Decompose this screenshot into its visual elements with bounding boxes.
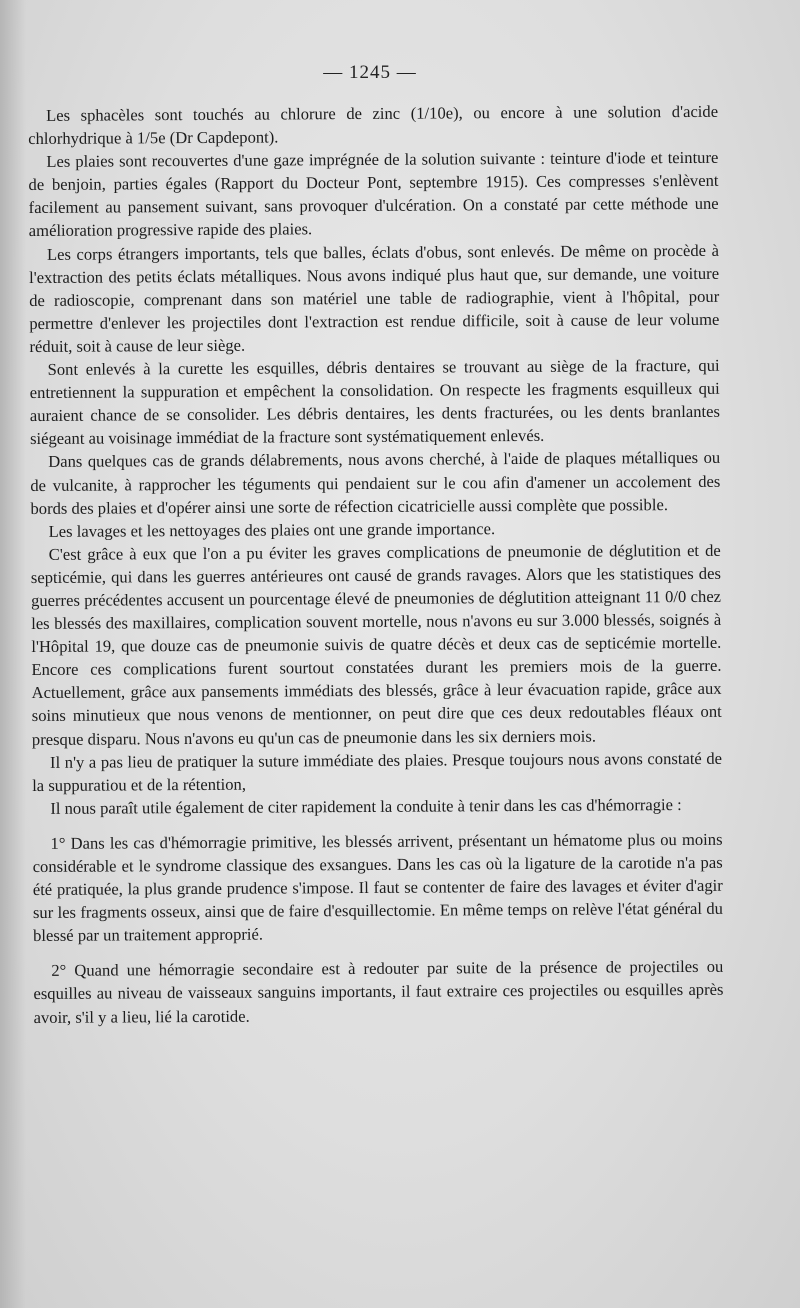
paragraph: C'est grâce à eux que l'on a pu éviter les graves complications de pneumonie de déglutition et de septicémie, qui dans les guerres antérieures ont causé de grands ravages. Alors que les statistiques des guerres précédentes accusent un pourcentage élevé de pneumonies de déglutition atteignant 11 0/0 chez les blessés des maxillaires, complication souvent mortelle, nous n'avons eu sur 3.000 blessés, soignés à l'Hôpital 19, que douze cas de pneumonie suivis de quatre décès et deux cas de septicémie mortelle. Encore ces complications furent sourtout constatées durant les premiers mois de la guerre. Actuellement, grâce aux pansements immédiats des blessés, grâce à leur évacuation rapide, grâce aux soins minutieux que nous venons de mentionner, on peut dire que ces deux redoutables fléaux ont presque disparu. Nous n'avons eu qu'un cas de pneumonie dans les six derniers mois. <box>30 540 722 749</box>
numbered-paragraph: 2° Quand une hémorragie secondaire est à redouter par suite de la présence de projectiles ou esquilles au niveau de vaisseaux sanguins importants, il faut extraire ces projectiles ou esquilles après avoir, s'il y a lieu, lié la carotide. <box>33 957 724 1027</box>
body-text <box>28 100 724 1029</box>
paragraph: Il nous paraît utile également de citer rapidement la conduite à tenir dans les cas d'hémorragie : <box>50 794 682 818</box>
paragraph: Sont enlevés à la curette les esquilles, débris dentaires se trouvant au siège de la fracture, qui entretiennent la suppuration et empêchent la consolidation. On respecte les fragments esquilleux qui auraient chance de se consolider. Les débris dentaires, les dents fracturées, ou les dents branlantes siégeant au voisinage immédiat de la fracture sont systématiquement enlevés. <box>29 355 720 449</box>
paragraph: Les lavages et les nettoyages des plaies ont une grande importance. <box>48 518 496 541</box>
paragraph: Dans quelques cas de grands délabrements, nous avons cherché, à l'aide de plaques métalliques ou de vulcanite, à rapprocher les téguments qui pendaient sur le cou afin d'amener un accolement des bords des plaies et d'opérer ainsi une sorte de réfection cicatricielle aussi complète que possible. <box>30 448 721 518</box>
page-edge-shadow <box>0 0 26 1308</box>
paragraph: Les corps étrangers importants, tels que balles, éclats d'obus, sont enlevés. De même on procède à l'extraction des petits éclats métalliques. Nous avons indiqué plus haut que, sur demande, une voiture de radioscopie, comprenant dans son matériel une table de radiographie, vient à l'hôpital, pour permettre d'enlever les projectiles dont l'extraction est rendue difficile, soit à cause de leur volume réduit, soit à cause de leur siège. <box>28 240 720 356</box>
numbered-paragraph: 1° Dans les cas d'hémorragie primitive, les blessés arrivent, présentant un hématome plus ou moins considérable et le syndrome classique des exsangues. Dans les cas où la ligature de la carotide n'a pas été pratiquée, la plus grande prudence s'impose. Il faut se contenter de faire des lavages et éviter d'agir sur les fragments osseux, ainsi que de faire d'esquillectomie. En même temps on relève l'état général du blessé par un traitement approprié. <box>32 829 723 946</box>
paragraph: Les sphacèles sont touchés au chlorure de zinc (1/10e), ou encore à une solution d'acide chlorhydrique à 1/5e (Dr Capdepont). <box>28 101 719 149</box>
page-number: — 1245 — <box>323 62 417 83</box>
paragraph: Les plaies sont recouvertes d'une gaze imprégnée de la solution suivante : teinture d'iode et teinture de benjoin, parties égales (Rapport du Docteur Pont, septembre 1915). Ces compresses s'enlèvent facilement au pansement suivant, sans provoquer d'ulcération. On a constaté par cette méthode une amélioration progressive rapide des plaies. <box>28 147 719 241</box>
paragraph: Il n'y a pas lieu de pratiquer la suture immédiate des plaies. Presque toujours nous avons constaté de la suppuratiou et de la rétention, <box>32 748 723 795</box>
